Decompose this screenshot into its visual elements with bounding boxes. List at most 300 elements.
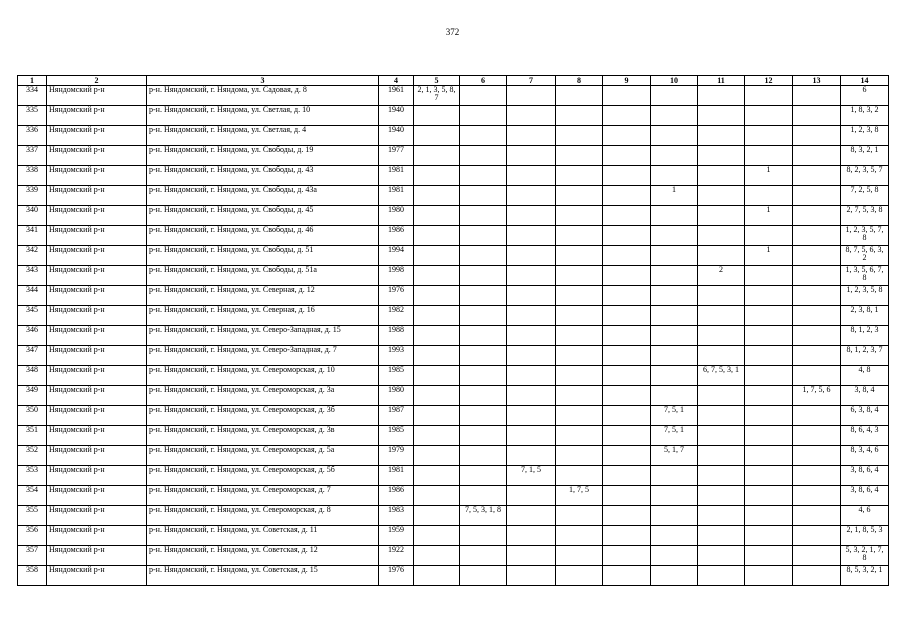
col7-cell xyxy=(507,506,556,526)
col5-cell xyxy=(414,566,460,586)
address-cell: р-н. Няндомский, г. Няндома, ул. Северная, д. 16 xyxy=(147,306,379,326)
col11-cell xyxy=(698,226,745,246)
col5-cell xyxy=(414,146,460,166)
col10-cell xyxy=(651,146,698,166)
col12-cell: 1 xyxy=(745,246,793,266)
col14-cell: 1, 2, 3, 5, 7, 8 xyxy=(841,226,889,246)
col14-cell: 6, 3, 8, 4 xyxy=(841,406,889,426)
col14-cell: 8, 7, 5, 6, 3, 2 xyxy=(841,246,889,266)
year-cell: 1980 xyxy=(379,386,414,406)
col7-cell xyxy=(507,446,556,466)
col9-cell xyxy=(603,86,651,106)
year-cell: 1976 xyxy=(379,566,414,586)
row-number: 346 xyxy=(18,326,47,346)
col9-cell xyxy=(603,546,651,566)
col12-cell: 1 xyxy=(745,206,793,226)
address-cell: р-н. Няндомский, г. Няндома, ул. Североморская, д. 3а xyxy=(147,386,379,406)
col5-cell xyxy=(414,346,460,366)
col7-cell xyxy=(507,566,556,586)
col13-cell xyxy=(793,306,841,326)
table-row xyxy=(18,386,889,406)
district-cell: Няндомский р-н xyxy=(47,486,147,506)
district-cell: Няндомский р-н xyxy=(47,446,147,466)
col10-cell xyxy=(651,286,698,306)
col6-cell: 7, 5, 3, 1, 8 xyxy=(460,506,507,526)
col6-cell xyxy=(460,486,507,506)
col12-cell xyxy=(745,106,793,126)
col14-cell: 3, 8, 6, 4 xyxy=(841,466,889,486)
col11-cell xyxy=(698,86,745,106)
col7-cell xyxy=(507,266,556,286)
col11-cell: 6, 7, 5, 3, 1 xyxy=(698,366,745,386)
col13-cell: 1, 7, 5, 6 xyxy=(793,386,841,406)
address-cell: р-н. Няндомский, г. Няндома, ул. Североморская, д. 5б xyxy=(147,466,379,486)
table-row xyxy=(18,366,889,386)
col13-cell xyxy=(793,126,841,146)
col7-cell xyxy=(507,126,556,146)
district-cell: Няндомский р-н xyxy=(47,546,147,566)
col10-cell xyxy=(651,266,698,286)
col14-cell: 8, 5, 3, 2, 1 xyxy=(841,566,889,586)
column-header-1: 1 xyxy=(18,76,47,86)
district-cell: Няндомский р-н xyxy=(47,126,147,146)
col14-cell: 7, 2, 5, 8 xyxy=(841,186,889,206)
table-row xyxy=(18,506,889,526)
col13-cell xyxy=(793,446,841,466)
year-cell: 1980 xyxy=(379,206,414,226)
row-number: 339 xyxy=(18,186,47,206)
col10-cell: 1 xyxy=(651,186,698,206)
col11-cell xyxy=(698,566,745,586)
col8-cell xyxy=(556,566,603,586)
col13-cell xyxy=(793,106,841,126)
col12-cell xyxy=(745,566,793,586)
address-cell: р-н. Няндомский, г. Няндома, ул. Североморская, д. 7 xyxy=(147,486,379,506)
col14-cell: 8, 1, 2, 3, 7 xyxy=(841,346,889,366)
col13-cell xyxy=(793,266,841,286)
col11-cell xyxy=(698,326,745,346)
col14-cell: 4, 6 xyxy=(841,506,889,526)
col12-cell xyxy=(745,86,793,106)
year-cell: 1979 xyxy=(379,446,414,466)
col12-cell xyxy=(745,386,793,406)
district-cell: Няндомский р-н xyxy=(47,306,147,326)
col5-cell xyxy=(414,106,460,126)
col11-cell xyxy=(698,406,745,426)
col5-cell xyxy=(414,246,460,266)
col8-cell xyxy=(556,266,603,286)
col12-cell xyxy=(745,406,793,426)
col10-cell xyxy=(651,566,698,586)
col7-cell xyxy=(507,326,556,346)
col10-cell: 5, 1, 7 xyxy=(651,446,698,466)
year-cell: 1986 xyxy=(379,226,414,246)
column-header-4: 4 xyxy=(379,76,414,86)
district-cell: Няндомский р-н xyxy=(47,366,147,386)
address-cell: р-н. Няндомский, г. Няндома, ул. Советская, д. 11 xyxy=(147,526,379,546)
col13-cell xyxy=(793,86,841,106)
col14-cell: 6 xyxy=(841,86,889,106)
col6-cell xyxy=(460,206,507,226)
col11-cell xyxy=(698,186,745,206)
col9-cell xyxy=(603,366,651,386)
col14-cell: 8, 3, 2, 1 xyxy=(841,146,889,166)
col7-cell xyxy=(507,426,556,446)
col10-cell xyxy=(651,486,698,506)
col5-cell xyxy=(414,426,460,446)
col6-cell xyxy=(460,466,507,486)
col10-cell xyxy=(651,386,698,406)
year-cell: 1985 xyxy=(379,426,414,446)
col13-cell xyxy=(793,486,841,506)
row-number: 336 xyxy=(18,126,47,146)
col10-cell xyxy=(651,246,698,266)
col8-cell xyxy=(556,446,603,466)
year-cell: 1981 xyxy=(379,166,414,186)
row-number: 353 xyxy=(18,466,47,486)
district-cell: Няндомский р-н xyxy=(47,146,147,166)
col5-cell xyxy=(414,126,460,146)
col8-cell xyxy=(556,346,603,366)
col5-cell xyxy=(414,406,460,426)
col10-cell xyxy=(651,466,698,486)
col6-cell xyxy=(460,546,507,566)
column-header-6: 6 xyxy=(460,76,507,86)
col7-cell xyxy=(507,246,556,266)
page-number: 372 xyxy=(445,27,460,37)
col9-cell xyxy=(603,386,651,406)
col10-cell xyxy=(651,166,698,186)
col10-cell xyxy=(651,226,698,246)
row-number: 355 xyxy=(18,506,47,526)
table-row xyxy=(18,146,889,166)
row-number: 354 xyxy=(18,486,47,506)
table-row xyxy=(18,266,889,286)
year-cell: 1981 xyxy=(379,186,414,206)
table-row xyxy=(18,486,889,506)
col11-cell xyxy=(698,286,745,306)
col14-cell: 1, 8, 3, 2 xyxy=(841,106,889,126)
address-cell: р-н. Няндомский, г. Няндома, ул. Североморская, д. 5а xyxy=(147,446,379,466)
col11-cell xyxy=(698,346,745,366)
col8-cell xyxy=(556,526,603,546)
row-number: 357 xyxy=(18,546,47,566)
row-number: 356 xyxy=(18,526,47,546)
col9-cell xyxy=(603,286,651,306)
col13-cell xyxy=(793,206,841,226)
col11-cell xyxy=(698,426,745,446)
district-cell: Няндомский р-н xyxy=(47,226,147,246)
col10-cell: 7, 5, 1 xyxy=(651,426,698,446)
table-row xyxy=(18,426,889,446)
row-number: 347 xyxy=(18,346,47,366)
col6-cell xyxy=(460,106,507,126)
district-cell: Няндомский р-н xyxy=(47,286,147,306)
district-cell: Няндомский р-н xyxy=(47,266,147,286)
col7-cell xyxy=(507,346,556,366)
col13-cell xyxy=(793,406,841,426)
district-cell: Няндомский р-н xyxy=(47,506,147,526)
col12-cell xyxy=(745,526,793,546)
col13-cell xyxy=(793,226,841,246)
district-cell: Няндомский р-н xyxy=(47,566,147,586)
col7-cell xyxy=(507,186,556,206)
col13-cell xyxy=(793,566,841,586)
col9-cell xyxy=(603,486,651,506)
col12-cell xyxy=(745,346,793,366)
col11-cell xyxy=(698,246,745,266)
col5-cell xyxy=(414,186,460,206)
col6-cell xyxy=(460,566,507,586)
address-cell: р-н. Няндомский, г. Няндома, ул. Светлая, д. 4 xyxy=(147,126,379,146)
year-cell: 1993 xyxy=(379,346,414,366)
address-cell: р-н. Няндомский, г. Няндома, ул. Североморская, д. 3в xyxy=(147,426,379,446)
col6-cell xyxy=(460,166,507,186)
district-cell: Няндомский р-н xyxy=(47,346,147,366)
col9-cell xyxy=(603,406,651,426)
col9-cell xyxy=(603,126,651,146)
year-cell: 1985 xyxy=(379,366,414,386)
row-number: 344 xyxy=(18,286,47,306)
table-row xyxy=(18,346,889,366)
col11-cell xyxy=(698,106,745,126)
col7-cell xyxy=(507,486,556,506)
col8-cell xyxy=(556,426,603,446)
table-row xyxy=(18,306,889,326)
col9-cell xyxy=(603,266,651,286)
column-header-12: 12 xyxy=(745,76,793,86)
table-row xyxy=(18,466,889,486)
col5-cell xyxy=(414,486,460,506)
col6-cell xyxy=(460,386,507,406)
col13-cell xyxy=(793,186,841,206)
col12-cell xyxy=(745,146,793,166)
col8-cell xyxy=(556,326,603,346)
col12-cell xyxy=(745,546,793,566)
col9-cell xyxy=(603,106,651,126)
col8-cell xyxy=(556,306,603,326)
table-row xyxy=(18,166,889,186)
col9-cell xyxy=(603,466,651,486)
col12-cell xyxy=(745,306,793,326)
col7-cell xyxy=(507,146,556,166)
col11-cell xyxy=(698,486,745,506)
col6-cell xyxy=(460,126,507,146)
col8-cell xyxy=(556,506,603,526)
table-row xyxy=(18,206,889,226)
district-cell: Няндомский р-н xyxy=(47,246,147,266)
address-cell: р-н. Няндомский, г. Няндома, ул. Североморская, д. 8 xyxy=(147,506,379,526)
col11-cell xyxy=(698,446,745,466)
col11-cell xyxy=(698,126,745,146)
col6-cell xyxy=(460,86,507,106)
year-cell: 1959 xyxy=(379,526,414,546)
row-number: 348 xyxy=(18,366,47,386)
year-cell: 1998 xyxy=(379,266,414,286)
column-header-7: 7 xyxy=(507,76,556,86)
col12-cell xyxy=(745,426,793,446)
col9-cell xyxy=(603,226,651,246)
address-cell: р-н. Няндомский, г. Няндома, ул. Северо-Западная, д. 15 xyxy=(147,326,379,346)
row-number: 335 xyxy=(18,106,47,126)
year-cell: 1987 xyxy=(379,406,414,426)
col7-cell: 7, 1, 5 xyxy=(507,466,556,486)
address-cell: р-н. Няндомский, г. Няндома, ул. Североморская, д. 3б xyxy=(147,406,379,426)
col7-cell xyxy=(507,366,556,386)
col5-cell xyxy=(414,326,460,346)
col6-cell xyxy=(460,306,507,326)
column-header-3: 3 xyxy=(147,76,379,86)
col13-cell xyxy=(793,246,841,266)
col7-cell xyxy=(507,546,556,566)
col6-cell xyxy=(460,146,507,166)
col6-cell xyxy=(460,526,507,546)
col12-cell xyxy=(745,466,793,486)
col5-cell xyxy=(414,306,460,326)
row-number: 342 xyxy=(18,246,47,266)
col9-cell xyxy=(603,186,651,206)
district-cell: Няндомский р-н xyxy=(47,86,147,106)
col11-cell xyxy=(698,546,745,566)
year-cell: 1981 xyxy=(379,466,414,486)
year-cell: 1940 xyxy=(379,126,414,146)
year-cell: 1988 xyxy=(379,326,414,346)
col13-cell xyxy=(793,466,841,486)
col12-cell: 1 xyxy=(745,166,793,186)
col7-cell xyxy=(507,386,556,406)
district-cell: Няндомский р-н xyxy=(47,186,147,206)
row-number: 341 xyxy=(18,226,47,246)
col6-cell xyxy=(460,186,507,206)
col7-cell xyxy=(507,166,556,186)
col7-cell xyxy=(507,86,556,106)
col11-cell xyxy=(698,146,745,166)
col8-cell xyxy=(556,366,603,386)
col10-cell xyxy=(651,366,698,386)
row-number: 352 xyxy=(18,446,47,466)
col13-cell xyxy=(793,166,841,186)
col14-cell: 2, 7, 5, 3, 8 xyxy=(841,206,889,226)
col8-cell xyxy=(556,86,603,106)
row-number: 358 xyxy=(18,566,47,586)
col13-cell xyxy=(793,326,841,346)
col14-cell: 2, 1, 8, 5, 3 xyxy=(841,526,889,546)
col9-cell xyxy=(603,506,651,526)
table-row xyxy=(18,186,889,206)
address-cell: р-н. Няндомский, г. Няндома, ул. Советская, д. 12 xyxy=(147,546,379,566)
year-cell: 1961 xyxy=(379,86,414,106)
col13-cell xyxy=(793,526,841,546)
col5-cell xyxy=(414,286,460,306)
col8-cell xyxy=(556,206,603,226)
column-header-14: 14 xyxy=(841,76,889,86)
col11-cell xyxy=(698,466,745,486)
col12-cell xyxy=(745,126,793,146)
table-row xyxy=(18,566,889,586)
col12-cell xyxy=(745,446,793,466)
table-row xyxy=(18,86,889,106)
col5-cell xyxy=(414,166,460,186)
col6-cell xyxy=(460,266,507,286)
col6-cell xyxy=(460,366,507,386)
table-row xyxy=(18,546,889,566)
col10-cell xyxy=(651,86,698,106)
district-cell: Няндомский р-н xyxy=(47,426,147,446)
column-header-2: 2 xyxy=(47,76,147,86)
row-number: 350 xyxy=(18,406,47,426)
col5-cell xyxy=(414,386,460,406)
row-number: 351 xyxy=(18,426,47,446)
col8-cell xyxy=(556,166,603,186)
address-cell: р-н. Няндомский, г. Няндома, ул. Свободы, д. 43 xyxy=(147,166,379,186)
address-cell: р-н. Няндомский, г. Няндома, ул. Светлая, д. 10 xyxy=(147,106,379,126)
col14-cell: 3, 8, 6, 4 xyxy=(841,486,889,506)
col5-cell xyxy=(414,266,460,286)
district-cell: Няндомский р-н xyxy=(47,326,147,346)
col5-cell xyxy=(414,206,460,226)
table-row xyxy=(18,326,889,346)
address-cell: р-н. Няндомский, г. Няндома, ул. Свободы, д. 51а xyxy=(147,266,379,286)
column-header-5: 5 xyxy=(414,76,460,86)
address-cell: р-н. Няндомский, г. Няндома, ул. Свободы, д. 51 xyxy=(147,246,379,266)
table-row xyxy=(18,286,889,306)
table-row xyxy=(18,246,889,266)
col14-cell: 4, 8 xyxy=(841,366,889,386)
address-cell: р-н. Няндомский, г. Няндома, ул. Советская, д. 15 xyxy=(147,566,379,586)
col10-cell xyxy=(651,306,698,326)
register-table xyxy=(17,75,889,586)
year-cell: 1994 xyxy=(379,246,414,266)
col11-cell: 2 xyxy=(698,266,745,286)
col7-cell xyxy=(507,406,556,426)
col11-cell xyxy=(698,306,745,326)
col12-cell xyxy=(745,226,793,246)
col11-cell xyxy=(698,206,745,226)
col11-cell xyxy=(698,386,745,406)
col12-cell xyxy=(745,266,793,286)
col5-cell xyxy=(414,466,460,486)
address-cell: р-н. Няндомский, г. Няндома, ул. Садовая, д. 8 xyxy=(147,86,379,106)
table-row xyxy=(18,106,889,126)
col10-cell xyxy=(651,326,698,346)
year-cell: 1976 xyxy=(379,286,414,306)
col5-cell xyxy=(414,446,460,466)
col13-cell xyxy=(793,426,841,446)
column-header-11: 11 xyxy=(698,76,745,86)
address-cell: р-н. Няндомский, г. Няндома, ул. Североморская, д. 10 xyxy=(147,366,379,386)
col9-cell xyxy=(603,566,651,586)
col7-cell xyxy=(507,306,556,326)
col9-cell xyxy=(603,526,651,546)
table-row xyxy=(18,446,889,466)
address-cell: р-н. Няндомский, г. Няндома, ул. Свободы, д. 46 xyxy=(147,226,379,246)
year-cell: 1922 xyxy=(379,546,414,566)
district-cell: Няндомский р-н xyxy=(47,206,147,226)
district-cell: Няндомский р-н xyxy=(47,466,147,486)
header-row xyxy=(18,76,889,86)
col9-cell xyxy=(603,426,651,446)
col5-cell: 2, 1, 3, 5, 8, 7 xyxy=(414,86,460,106)
col5-cell xyxy=(414,546,460,566)
col14-cell: 8, 2, 3, 5, 7 xyxy=(841,166,889,186)
column-header-9: 9 xyxy=(603,76,651,86)
district-cell: Няндомский р-н xyxy=(47,406,147,426)
col10-cell: 7, 5, 1 xyxy=(651,406,698,426)
col9-cell xyxy=(603,446,651,466)
col6-cell xyxy=(460,406,507,426)
column-header-10: 10 xyxy=(651,76,698,86)
year-cell: 1982 xyxy=(379,306,414,326)
